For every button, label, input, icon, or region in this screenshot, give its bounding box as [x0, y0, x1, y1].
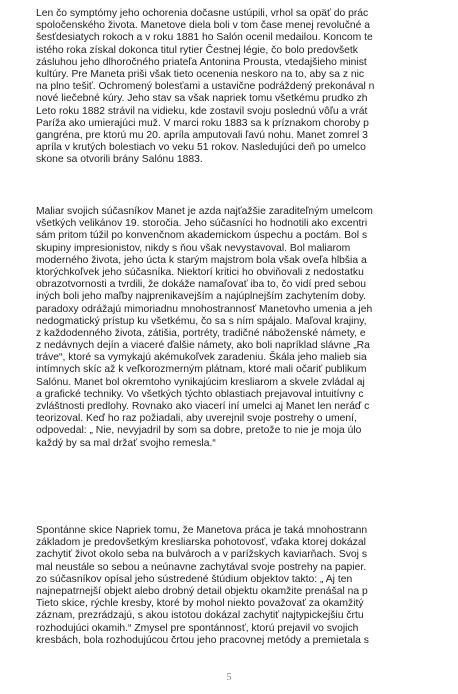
paragraph-3 — [36, 525, 458, 647]
text-line: skupiny impresionistov, nikdy s ňou však nevystavoval. Bol maliarom — [36, 242, 351, 254]
text-line: odpovedal: „ Nie, nevyjadril by som sa dobre, pretože to nie je moja úlo — [36, 425, 362, 437]
text-line: obrazotvornosti a tvrdili, že dokáže namaľovať iba to, čo vidí pred sebou — [36, 279, 367, 291]
text-line: skone sa otvorili brány Salónu 1883. — [36, 154, 203, 166]
text-line: gangréna, pre ktorú mu 20. apríla amputovali ľavú nohu. Manet zomrel 3 — [36, 129, 368, 141]
text-line: najnepatrnejší objekt alebo drobný detail objektu okamžite prenášal na p — [36, 585, 368, 597]
text-line: intímnych skíc až k veľkorozmerným plátnam, ktoré mali očariť publikum — [36, 364, 367, 376]
text-line: Paríža ako umierajúci muž. V marci roku 1883 sa k príznakom choroby p — [36, 117, 369, 129]
text-line: z nedávnych dejín a viaceré ďalšie námety, ako boli napríklad slávne „Ra — [36, 340, 370, 352]
text-line: zachytiť život okolo seba na bulvároch a v parížskych kaviarňach. Svoj s — [36, 549, 368, 561]
text-line: kresbách, bola rozhodujúcou črtou jeho pracovnej metódy a premietala s — [36, 634, 369, 646]
text-line: Len čo symptómy jeho ochorenia dočasne ustúpili, vrhol sa opäť do prác — [36, 8, 369, 19]
text-line: z každodenného života, zátišia, portréty, tradičné náboženské námety, e — [36, 327, 366, 339]
text-line: zo súčasníkov opísal jeho sústredené štúdium objektov takto: „ Aj ten — [36, 573, 353, 585]
text-line: paradoxy odrážajú mimoriadnu mnohostrannosť Manetovho umenia a jeh — [36, 303, 373, 315]
text-line: zvláštnosti predlohy. Rovnako ako viacerí iní umelci aj Manet len neráď c — [36, 401, 370, 412]
text-line: všetkých velikánov 19. storočia. Jeho súčasníci ho hodnotili ako excentri — [36, 218, 368, 230]
text-line: apríla v krutých bolestiach vo veku 51 rokov. Nasledujúci deň po umelco — [36, 142, 366, 154]
text-line: kultúry. Pre Maneta priši však tieto ocenenia neskoro na to, aby sa z nic — [36, 68, 365, 80]
text-line: istého roka získal dokonca titul rytier Čestnej légie, čo bolo predovšetk — [36, 44, 358, 56]
text-line: iných boli jeho maľby najprenikavejším a najúplnejším zachytením doby. — [36, 291, 366, 303]
text-line: rozhodujúci okamih.“ Zmysel pre spontánnosť, ktorú prejavil vo svojich — [36, 622, 359, 634]
text-line: Leto roku 1882 strávil na vidieku, kde zostavil svoju poslednú vôľu a vrát — [36, 105, 368, 117]
text-line: záznam, prezrádzajú, s akou istotou dokázal zachytiť najtypickejšiu črtu — [36, 610, 364, 622]
text-line: šesťdesiatych rokoch a v roku 1881 ho Salón ocenil medailou. Koncom te — [36, 32, 373, 44]
text-line: základom je predovšetkým kresliarska pohotovosť, vďaka ktorej dokázal — [36, 537, 366, 549]
text-line: tráve“, ktoré sa vymykajú akémukoľvek zaradeniu. Škála jeho malieb sia — [36, 352, 367, 364]
page-number: 5 — [226, 672, 232, 683]
text-line: Spontánne skice Napriek tomu, že Manetova práca je taká mnohostrann — [36, 525, 368, 536]
text-line: mal neustále so sebou a neúnavne zachytával svoje postrehy na papier. — [36, 561, 367, 573]
text-line: každý by sa mal držať svojho remesla.“ — [36, 437, 216, 449]
text-line: ktorýchkoľvek jeho súčasníka. Niektorí kritici ho obviňovali z nedostatku — [36, 266, 364, 278]
text-line: teorizoval. Keď ho raz požiadali, aby uverejnil svoje postrehy o umení, — [36, 413, 357, 425]
text-line: spoločenského života. Manetove diela boli v tom čase menej revolučné a — [36, 20, 371, 32]
text-line: nové liečebné kúry. Jeho stav sa však napriek tomu všetkému prudko zh — [36, 93, 368, 105]
text-line: zásluhou jeho dlhoročného priateľa Antonina Prousta, vtedajšieho minist — [36, 56, 367, 68]
text-line: sám pritom túžil po konvenčnom akademickom úspechu a poctám. Bol s — [36, 230, 368, 242]
text-line: Salónu. Manet bol okremtoho vynikajúcim kresliarom a skvele zvládal aj — [36, 376, 365, 388]
text-line: Maliar svojich súčasníkov Manet je azda najťažšie zaraditeľným umelcom — [36, 206, 373, 217]
paragraph-1 — [36, 8, 458, 166]
text-line: a grafické techniky. Vo všetkých týchto oblastiach prejavoval intuitívny c — [36, 388, 364, 400]
text-line: nedogmatický prístup ku všetkému, čo sa s ním spájalo. Maľoval krajiny, — [36, 315, 367, 327]
text-line: Tieto skice, rýchle kresby, ktoré by mohol niekto považovať za okamžitý — [36, 598, 364, 610]
text-line: na plno tešiť. Ochromený bolesťami a ustavične podráždený prekonával n — [36, 81, 375, 93]
text-line: moderného života, jeho úcta k starým majstrom bola však oveľa hlbšia a — [36, 254, 367, 266]
paragraph-2 — [36, 206, 458, 450]
